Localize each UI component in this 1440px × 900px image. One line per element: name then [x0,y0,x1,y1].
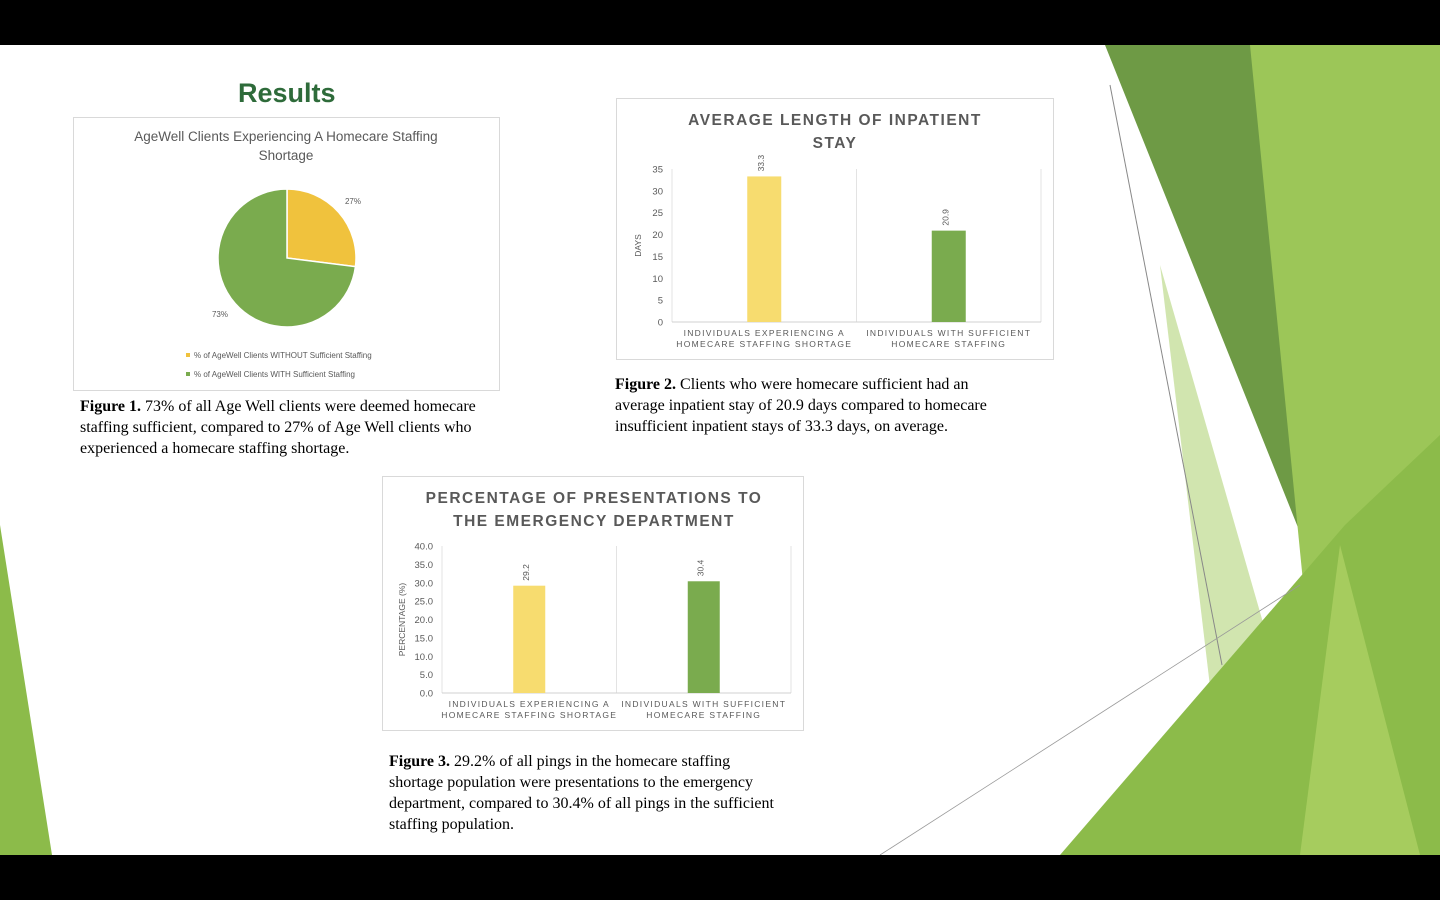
pie-title-line-1: AgeWell Clients Experiencing A Homecare Staffing [134,129,438,144]
bar-value-label-1: 20.9 [940,209,951,226]
x-category-label: INDIVIDUALS WITH SUFFICIENT [866,328,1032,338]
y-tick-label: 5 [657,295,663,307]
emergency-chart-box [382,476,804,731]
x-category-label: HOMECARE STAFFING SHORTAGE [441,710,618,720]
bar-value-label-0: 29.2 [521,564,532,581]
figure-1-text: 73% of all Age Well clients were deemed homecare staffing sufficient, compared to 27% of Age Well clients who experienced a homecare staffing shortage. [80,398,476,457]
x-category-label: HOMECARE STAFFING [646,710,762,720]
chart-title-line-1: STAY [812,135,858,152]
bar-1 [932,231,966,322]
slide-title: Results [238,78,336,108]
bar-value-label-1: 30.4 [695,559,706,577]
figure-2-label: Figure 2. [615,376,677,393]
legend-marker-0 [186,353,190,357]
bar-0 [513,586,545,693]
y-tick-label: 20 [652,230,663,242]
x-category-label: INDIVIDUALS EXPERIENCING A [448,699,610,709]
x-category-label: HOMECARE STAFFING SHORTAGE [676,339,853,349]
y-tick-label: 0.0 [419,688,433,700]
y-tick-label: 25.0 [414,596,433,608]
pie-chart-box [73,117,500,391]
figure-2-caption [615,374,1015,437]
pie-slice-label-1: 73% [211,310,229,319]
figure-3-caption [389,751,784,835]
bar-value-label-0: 33.3 [756,154,767,172]
x-category-label: INDIVIDUALS WITH SUFFICIENT [621,699,787,709]
y-axis-label: DAYS [633,234,643,257]
pie-chart [74,118,499,390]
pie-title-line-2: Shortage [258,148,314,163]
inpatient-bar-chart [617,99,1053,359]
x-category-label: INDIVIDUALS EXPERIENCING A [683,328,845,338]
y-tick-label: 15.0 [414,633,433,645]
bar-0 [747,176,781,322]
emergency-bar-chart [383,477,803,730]
y-tick-label: 35.0 [414,559,433,571]
y-tick-label: 35 [652,164,663,176]
bar-1 [688,581,720,693]
left-green-triangle [0,525,52,855]
chart-title-line-0: AVERAGE LENGTH OF INPATIENT [688,112,982,129]
y-axis-label: PERCENTAGE (%) [397,582,407,657]
figure-1-label: Figure 1. [80,398,142,415]
y-tick-label: 20.0 [414,615,433,626]
y-tick-label: 40.0 [414,541,433,553]
chart-title-line-1: THE EMERGENCY DEPARTMENT [453,513,735,530]
y-tick-label: 30.0 [414,578,433,590]
y-tick-label: 0 [657,317,663,329]
figure-2-text: Clients who were homecare sufficient had an average inpatient stay of 20.9 days compared to homecare insufficient inpatient stays of 33.3 days, on average. [615,376,987,435]
legend-marker-1 [186,372,190,376]
y-tick-label: 5.0 [419,670,433,682]
y-tick-label: 25 [652,208,663,220]
figure-3-label: Figure 3. [389,753,451,770]
legend-label-1: % of AgeWell Clients WITH Sufficient Staffing [194,370,355,379]
chart-title-line-0: PERCENTAGE OF PRESENTATIONS TO [425,490,763,507]
x-category-label: HOMECARE STAFFING [891,339,1007,349]
figure-3-text: 29.2% of all pings in the homecare staffing shortage population were presentations to the emergency department, compared to 30.4% of all pings in the sufficient staffing population. [389,753,774,833]
y-tick-label: 10 [652,273,663,285]
y-tick-label: 10.0 [414,651,433,663]
figure-1-caption [80,396,490,459]
y-tick-label: 15 [652,251,663,263]
legend-label-0: % of AgeWell Clients WITHOUT Sufficient Staffing [194,351,372,360]
pie-slice-label-0: 27% [344,197,362,206]
inpatient-chart-box [616,98,1054,360]
slide [0,45,1440,855]
y-tick-label: 30 [652,186,663,198]
